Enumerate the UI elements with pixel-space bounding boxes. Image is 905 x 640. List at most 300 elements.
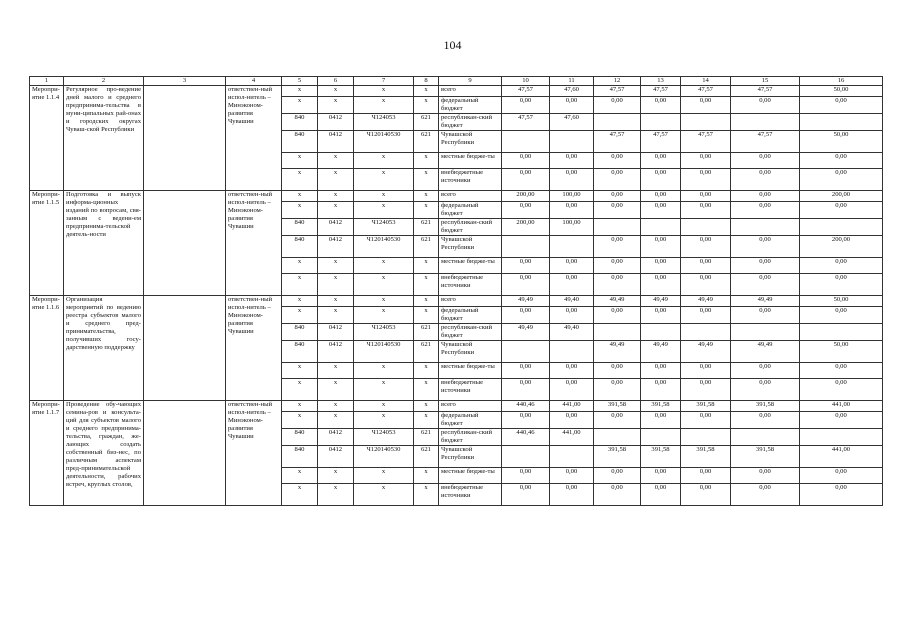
amount-cell: 100,00: [550, 191, 594, 202]
expense-type-code: x: [414, 97, 439, 114]
amount-cell: 47,57: [502, 114, 550, 131]
expense-type-code: x: [414, 379, 439, 401]
amount-cell: [731, 114, 800, 131]
amount-cell: 0,00: [681, 258, 731, 274]
grbs-code: x: [282, 468, 318, 484]
amount-cell: 0,00: [800, 484, 883, 506]
amount-cell: 50,00: [800, 131, 883, 153]
section-code: x: [318, 169, 354, 191]
measure-code: Меропри-ятие 1.1.5: [30, 191, 64, 296]
page-number: 104: [443, 38, 462, 52]
expense-type-code: 621: [414, 131, 439, 153]
measure-name-text: Регулярное про-ведение дней малого и среднего предпринима-тельства в муни-ципальных рай-онах и городских округах Чуваш-ской Республики: [66, 86, 141, 133]
amount-cell: [641, 219, 681, 236]
responsible-executor: ответствен-ный испол-нитель – Минэконом-развития Чувашии: [226, 86, 282, 191]
amount-cell: 0,00: [641, 153, 681, 169]
amount-cell: 0,00: [594, 169, 641, 191]
amount-cell: 0,00: [594, 153, 641, 169]
funding-source: федеральный бюджет: [439, 97, 502, 114]
section-code: x: [318, 86, 354, 97]
section-code: x: [318, 258, 354, 274]
target-article-code: Ч120140530: [354, 341, 414, 363]
expense-type-code: 621: [414, 219, 439, 236]
amount-cell: 0,00: [641, 236, 681, 258]
amount-cell: 0,00: [502, 379, 550, 401]
target-article-code: Ч120140530: [354, 236, 414, 258]
responsible-executor: ответствен-ный испол-нитель – Минэконом-развития Чувашии: [226, 191, 282, 296]
amount-cell: 200,00: [800, 236, 883, 258]
amount-cell: 50,00: [800, 341, 883, 363]
grbs-code: x: [282, 363, 318, 379]
measure-code: Меропри-ятие 1.1.6: [30, 296, 64, 401]
amount-cell: 0,00: [800, 307, 883, 324]
funding-source: внебюджетные источники: [439, 169, 502, 191]
amount-cell: 0,00: [731, 274, 800, 296]
column-header: 16: [800, 77, 883, 86]
target-article-code: x: [354, 202, 414, 219]
grbs-code: x: [282, 86, 318, 97]
amount-cell: [594, 219, 641, 236]
amount-cell: 0,00: [681, 274, 731, 296]
section-code: x: [318, 307, 354, 324]
amount-cell: 200,00: [800, 191, 883, 202]
expense-type-code: 621: [414, 324, 439, 341]
amount-cell: 49,49: [681, 296, 731, 307]
amount-cell: 0,00: [641, 191, 681, 202]
section-code: x: [318, 412, 354, 429]
amount-cell: [800, 324, 883, 341]
table-row: [30, 401, 883, 412]
measure-name-text: Подготовка и выпуск информа-ционных изданий по вопросам, свя-занным с ведени-ем предпринима-тельской деятель-ности: [66, 191, 141, 238]
section-code: x: [318, 153, 354, 169]
amount-cell: 0,00: [550, 202, 594, 219]
grbs-code: 840: [282, 131, 318, 153]
column-header: 9: [439, 77, 502, 86]
amount-cell: 0,00: [800, 153, 883, 169]
amount-cell: 0,00: [681, 97, 731, 114]
measure-name-text: Организация мероприятий по ведению реестра субъектов малого и среднего пред-принимательства, получивших госу-дарственную поддержку: [66, 296, 141, 351]
amount-cell: 0,00: [502, 97, 550, 114]
amount-cell: [800, 219, 883, 236]
grbs-code: 840: [282, 219, 318, 236]
section-code: x: [318, 202, 354, 219]
section-code: x: [318, 484, 354, 506]
target-article-code: x: [354, 153, 414, 169]
amount-cell: 391,58: [681, 446, 731, 468]
column-header: 10: [502, 77, 550, 86]
amount-cell: 0,00: [731, 484, 800, 506]
expense-type-code: x: [414, 363, 439, 379]
section-code: 0412: [318, 446, 354, 468]
amount-cell: 0,00: [800, 258, 883, 274]
funding-source: внебюджетные источники: [439, 484, 502, 506]
expense-type-code: x: [414, 153, 439, 169]
grbs-code: x: [282, 484, 318, 506]
empty-cell: [144, 296, 226, 401]
amount-cell: 391,58: [681, 401, 731, 412]
amount-cell: 391,58: [641, 446, 681, 468]
amount-cell: 47,57: [681, 86, 731, 97]
amount-cell: 49,49: [502, 296, 550, 307]
expense-type-code: x: [414, 274, 439, 296]
amount-cell: 0,00: [550, 379, 594, 401]
amount-cell: 47,57: [731, 131, 800, 153]
section-code: 0412: [318, 131, 354, 153]
column-header: 3: [144, 77, 226, 86]
amount-cell: 0,00: [731, 363, 800, 379]
target-article-code: x: [354, 484, 414, 506]
expense-type-code: x: [414, 86, 439, 97]
target-article-code: Ч124053: [354, 324, 414, 341]
column-header: 6: [318, 77, 354, 86]
amount-cell: [800, 429, 883, 446]
amount-cell: [731, 429, 800, 446]
amount-cell: 47,57: [681, 131, 731, 153]
funding-source: федеральный бюджет: [439, 307, 502, 324]
grbs-code: 840: [282, 114, 318, 131]
amount-cell: [594, 114, 641, 131]
amount-cell: 50,00: [800, 296, 883, 307]
amount-cell: 47,57: [594, 86, 641, 97]
amount-cell: 0,00: [800, 363, 883, 379]
amount-cell: 0,00: [502, 468, 550, 484]
expense-type-code: x: [414, 401, 439, 412]
column-header: 14: [681, 77, 731, 86]
amount-cell: 0,00: [731, 258, 800, 274]
funding-source: местные бюдже-ты: [439, 153, 502, 169]
amount-cell: [681, 114, 731, 131]
amount-cell: 0,00: [731, 97, 800, 114]
grbs-code: x: [282, 379, 318, 401]
amount-cell: 0,00: [502, 153, 550, 169]
target-article-code: x: [354, 307, 414, 324]
target-article-code: x: [354, 296, 414, 307]
empty-cell: [144, 401, 226, 506]
amount-cell: [594, 324, 641, 341]
amount-cell: 0,00: [641, 202, 681, 219]
section-code: 0412: [318, 236, 354, 258]
section-code: x: [318, 363, 354, 379]
measure-name: [64, 191, 144, 296]
amount-cell: 49,49: [731, 296, 800, 307]
expense-type-code: 621: [414, 236, 439, 258]
grbs-code: x: [282, 307, 318, 324]
column-header: 12: [594, 77, 641, 86]
amount-cell: [681, 219, 731, 236]
target-article-code: x: [354, 274, 414, 296]
funding-source: всего: [439, 191, 502, 202]
amount-cell: 441,00: [550, 429, 594, 446]
funding-source: республикан-ский бюджет: [439, 219, 502, 236]
section-code: 0412: [318, 324, 354, 341]
amount-cell: [681, 324, 731, 341]
target-article-code: Ч120140530: [354, 131, 414, 153]
target-article-code: x: [354, 191, 414, 202]
section-code: 0412: [318, 429, 354, 446]
amount-cell: 0,00: [594, 97, 641, 114]
grbs-code: 840: [282, 429, 318, 446]
amount-cell: [550, 131, 594, 153]
amount-cell: 0,00: [594, 379, 641, 401]
amount-cell: 0,00: [594, 258, 641, 274]
measure-name-text: Проведение обу-чающих семина-ров и консульта-ций для субъектов малого и среднего предпринима-тельства, граждан, же-лающих создать собственный биз-нес, по различным аспектам пред-принимательской деятельности, рабочих встреч, круглых столов,: [66, 401, 141, 488]
amount-cell: 200,00: [502, 191, 550, 202]
amount-cell: [641, 429, 681, 446]
amount-cell: 0,00: [800, 202, 883, 219]
amount-cell: 0,00: [731, 412, 800, 429]
amount-cell: 0,00: [681, 191, 731, 202]
amount-cell: 0,00: [681, 412, 731, 429]
amount-cell: 0,00: [641, 307, 681, 324]
target-article-code: x: [354, 412, 414, 429]
budget-table: [29, 76, 883, 506]
expense-type-code: x: [414, 296, 439, 307]
amount-cell: 0,00: [594, 307, 641, 324]
amount-cell: [731, 219, 800, 236]
funding-source: местные бюдже-ты: [439, 363, 502, 379]
amount-cell: 0,00: [502, 307, 550, 324]
amount-cell: 0,00: [550, 468, 594, 484]
amount-cell: 0,00: [681, 307, 731, 324]
amount-cell: 0,00: [641, 274, 681, 296]
amount-cell: 391,58: [731, 401, 800, 412]
amount-cell: 49,40: [550, 296, 594, 307]
target-article-code: Ч124053: [354, 219, 414, 236]
amount-cell: 49,49: [594, 296, 641, 307]
amount-cell: 200,00: [502, 219, 550, 236]
grbs-code: x: [282, 258, 318, 274]
amount-cell: 0,00: [681, 202, 731, 219]
target-article-code: x: [354, 401, 414, 412]
amount-cell: 0,00: [641, 363, 681, 379]
grbs-code: x: [282, 169, 318, 191]
expense-type-code: 621: [414, 446, 439, 468]
section-code: x: [318, 401, 354, 412]
column-header: 11: [550, 77, 594, 86]
amount-cell: 47,60: [550, 114, 594, 131]
amount-cell: 0,00: [502, 363, 550, 379]
amount-cell: [641, 114, 681, 131]
amount-cell: 0,00: [550, 484, 594, 506]
amount-cell: 0,00: [594, 484, 641, 506]
column-header: 7: [354, 77, 414, 86]
grbs-code: x: [282, 401, 318, 412]
grbs-code: 840: [282, 324, 318, 341]
grbs-code: x: [282, 296, 318, 307]
amount-cell: 0,00: [800, 274, 883, 296]
amount-cell: 0,00: [681, 484, 731, 506]
funding-source: всего: [439, 86, 502, 97]
funding-source: республикан-ский бюджет: [439, 324, 502, 341]
column-header: 5: [282, 77, 318, 86]
table-row: [30, 296, 883, 307]
amount-cell: 0,00: [681, 363, 731, 379]
amount-cell: 440,46: [502, 429, 550, 446]
amount-cell: [550, 446, 594, 468]
target-article-code: x: [354, 169, 414, 191]
expense-type-code: x: [414, 191, 439, 202]
target-article-code: Ч124053: [354, 114, 414, 131]
measure-name: [64, 86, 144, 191]
amount-cell: 0,00: [550, 97, 594, 114]
funding-source: Чувашской Республики: [439, 341, 502, 363]
grbs-code: x: [282, 202, 318, 219]
amount-cell: 0,00: [681, 379, 731, 401]
amount-cell: 0,00: [550, 169, 594, 191]
amount-cell: 0,00: [731, 191, 800, 202]
table-row: [30, 86, 883, 97]
expense-type-code: x: [414, 468, 439, 484]
amount-cell: [550, 236, 594, 258]
amount-cell: 0,00: [550, 412, 594, 429]
expense-type-code: x: [414, 412, 439, 429]
funding-source: Чувашской Республики: [439, 236, 502, 258]
amount-cell: 0,00: [731, 202, 800, 219]
table-body: [30, 86, 883, 506]
section-code: x: [318, 379, 354, 401]
target-article-code: x: [354, 258, 414, 274]
column-header: 4: [226, 77, 282, 86]
target-article-code: x: [354, 363, 414, 379]
measure-name: [64, 296, 144, 401]
funding-source: федеральный бюджет: [439, 412, 502, 429]
amount-cell: 391,58: [641, 401, 681, 412]
section-code: x: [318, 97, 354, 114]
amount-cell: 0,00: [731, 236, 800, 258]
grbs-code: x: [282, 97, 318, 114]
funding-source: внебюджетные источники: [439, 379, 502, 401]
amount-cell: [641, 324, 681, 341]
amount-cell: 0,00: [594, 191, 641, 202]
amount-cell: 0,00: [550, 363, 594, 379]
section-code: 0412: [318, 219, 354, 236]
expense-type-code: 621: [414, 114, 439, 131]
amount-cell: 441,00: [800, 446, 883, 468]
amount-cell: 391,58: [731, 446, 800, 468]
column-header: 15: [731, 77, 800, 86]
amount-cell: 47,57: [594, 131, 641, 153]
amount-cell: 0,00: [800, 97, 883, 114]
amount-cell: 0,00: [594, 363, 641, 379]
funding-source: местные бюдже-ты: [439, 258, 502, 274]
funding-source: Чувашской Республики: [439, 131, 502, 153]
amount-cell: 0,00: [641, 484, 681, 506]
amount-cell: 0,00: [681, 153, 731, 169]
expense-type-code: x: [414, 484, 439, 506]
target-article-code: Ч124053: [354, 429, 414, 446]
amount-cell: 47,60: [550, 86, 594, 97]
funding-source: всего: [439, 401, 502, 412]
amount-cell: [731, 324, 800, 341]
grbs-code: 840: [282, 236, 318, 258]
expense-type-code: x: [414, 202, 439, 219]
section-code: 0412: [318, 341, 354, 363]
amount-cell: 0,00: [641, 379, 681, 401]
amount-cell: 50,00: [800, 86, 883, 97]
amount-cell: 0,00: [641, 468, 681, 484]
amount-cell: [502, 341, 550, 363]
amount-cell: 0,00: [641, 169, 681, 191]
amount-cell: 0,00: [731, 379, 800, 401]
expense-type-code: x: [414, 258, 439, 274]
target-article-code: x: [354, 86, 414, 97]
grbs-code: x: [282, 153, 318, 169]
amount-cell: 391,58: [594, 401, 641, 412]
measure-name: [64, 401, 144, 506]
amount-cell: [502, 446, 550, 468]
amount-cell: 100,00: [550, 219, 594, 236]
amount-cell: 0,00: [550, 258, 594, 274]
column-header: 8: [414, 77, 439, 86]
amount-cell: 0,00: [502, 274, 550, 296]
amount-cell: 49,49: [641, 341, 681, 363]
amount-cell: 49,49: [641, 296, 681, 307]
section-code: x: [318, 274, 354, 296]
funding-source: федеральный бюджет: [439, 202, 502, 219]
amount-cell: 0,00: [594, 468, 641, 484]
amount-cell: 0,00: [550, 153, 594, 169]
grbs-code: 840: [282, 446, 318, 468]
grbs-code: x: [282, 191, 318, 202]
expense-type-code: x: [414, 169, 439, 191]
responsible-executor: ответствен-ный испол-нитель – Минэконом-развития Чувашии: [226, 401, 282, 506]
amount-cell: 0,00: [641, 97, 681, 114]
amount-cell: 0,00: [731, 468, 800, 484]
empty-cell: [144, 86, 226, 191]
amount-cell: 0,00: [550, 274, 594, 296]
amount-cell: 0,00: [594, 274, 641, 296]
amount-cell: 0,00: [800, 379, 883, 401]
amount-cell: 49,49: [731, 341, 800, 363]
amount-cell: 0,00: [502, 484, 550, 506]
column-number-row: [30, 77, 883, 86]
amount-cell: [681, 429, 731, 446]
amount-cell: 47,57: [641, 86, 681, 97]
column-header: 1: [30, 77, 64, 86]
grbs-code: x: [282, 274, 318, 296]
funding-source: республикан-ский бюджет: [439, 429, 502, 446]
amount-cell: 0,00: [594, 202, 641, 219]
amount-cell: 0,00: [800, 412, 883, 429]
funding-source: внебюджетные источники: [439, 274, 502, 296]
amount-cell: 49,49: [681, 341, 731, 363]
expense-type-code: 621: [414, 429, 439, 446]
amount-cell: 0,00: [681, 236, 731, 258]
amount-cell: 440,46: [502, 401, 550, 412]
target-article-code: x: [354, 97, 414, 114]
amount-cell: [800, 114, 883, 131]
amount-cell: 0,00: [800, 169, 883, 191]
amount-cell: 0,00: [502, 258, 550, 274]
amount-cell: 0,00: [731, 153, 800, 169]
grbs-code: x: [282, 412, 318, 429]
funding-source: Чувашской Республики: [439, 446, 502, 468]
amount-cell: 47,57: [641, 131, 681, 153]
amount-cell: 391,58: [594, 446, 641, 468]
amount-cell: [550, 341, 594, 363]
amount-cell: 49,40: [550, 324, 594, 341]
amount-cell: 49,49: [594, 341, 641, 363]
funding-source: всего: [439, 296, 502, 307]
amount-cell: 0,00: [641, 258, 681, 274]
amount-cell: 0,00: [550, 307, 594, 324]
empty-cell: [144, 191, 226, 296]
table-row: [30, 191, 883, 202]
amount-cell: 0,00: [681, 169, 731, 191]
amount-cell: 0,00: [800, 468, 883, 484]
amount-cell: 0,00: [681, 468, 731, 484]
amount-cell: 0,00: [731, 307, 800, 324]
